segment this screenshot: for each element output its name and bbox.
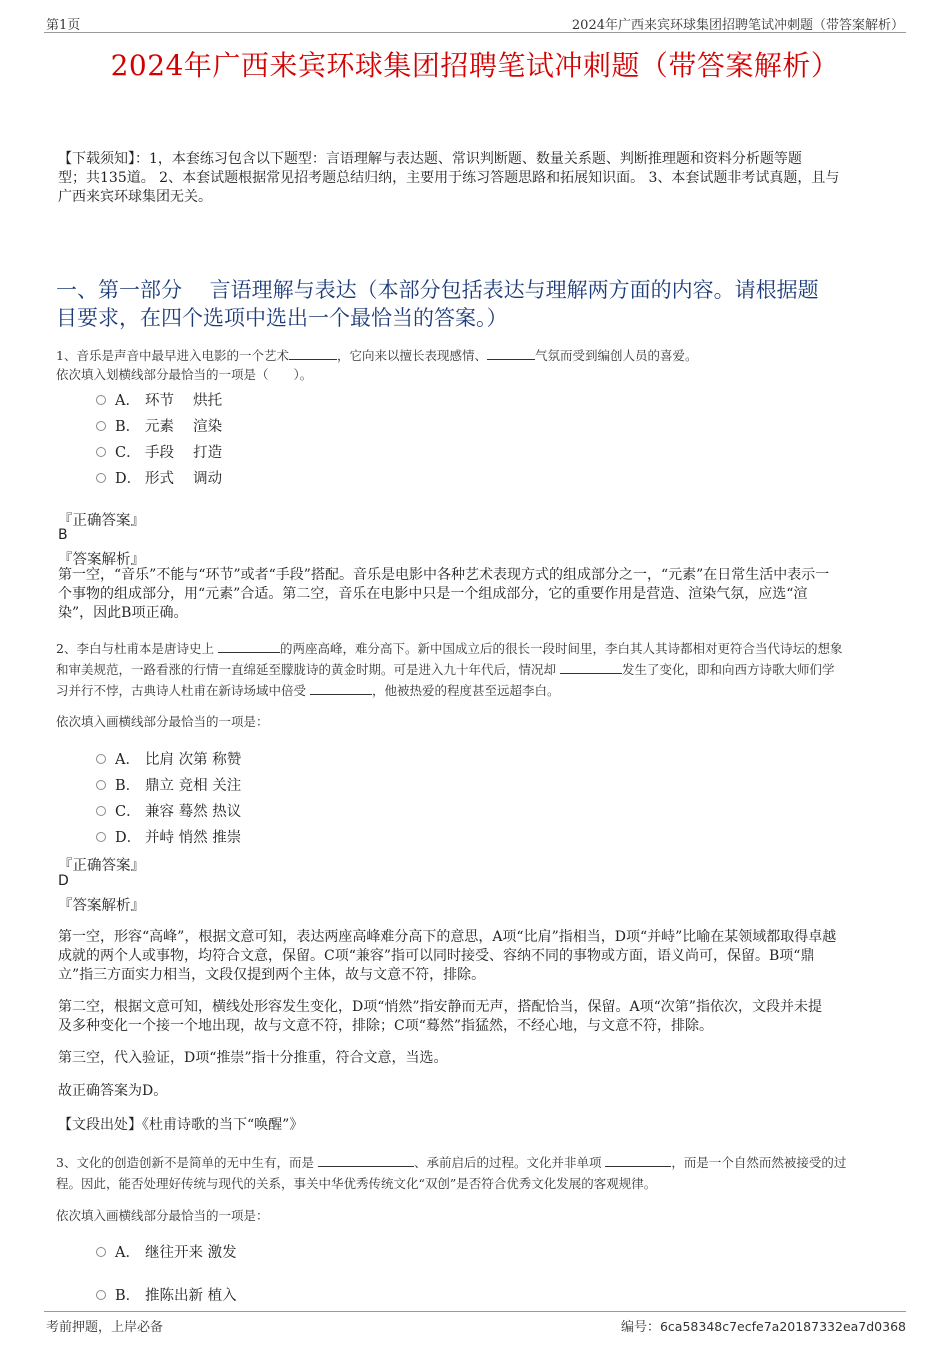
notice-line: 型；共135道。 2、本套试题根据常见招考题总结归纳，主要用于练习答题思路和拓展知识面。 3、本套试题非考试真题，且与 (58, 170, 840, 186)
q2-analysis-para2: 第二空，根据文意可知，横线处形容发生变化，D项“悄然”指安静而无声，搭配恰当，保留。A项“次第”指依次，文段并未提 及多种变化一个接一个地出现，故与文意不符，排除；C项“蓦然”指猛然，不经心地，与文意不符，排除。 (58, 999, 822, 1034)
question-3-prompt: 依次填入画横线部分最恰当的一项是： (56, 1208, 269, 1223)
footer-slogan: 考前押题，上岸必备 (46, 1320, 164, 1335)
radio-icon[interactable] (96, 395, 106, 405)
q2-analysis-para4: 故正确答案为D。 (58, 1083, 168, 1099)
question-1-stem (56, 346, 906, 384)
section-heading (56, 276, 916, 332)
page-number: 第1页 (46, 18, 81, 33)
radio-icon[interactable] (96, 780, 106, 790)
q1-analysis-label: 『答案解析』 (58, 552, 145, 568)
footer-code: 编号：6ca58348c7ecfe7a20187332ea7d0368 (620, 1319, 906, 1335)
question-2-stem: 2、李白与杜甫本是唐诗史上 的两座高峰，难分高下。新中国成立后的很长一段时间里，李白其人其诗都相对更符合当代诗坛的想象 和审美规范，一路看涨的行情一直绵延至朦胧诗的黄金时期。可是进入九十年代后，情况却 发生了变化，即和向西方诗歌大师们学 习并行不悖，古典诗人杜甫在新诗场域中倍受 ，他被热爱的程度甚至远超李白。 (56, 641, 843, 698)
question-1-text: 1、音乐是声音中最早进入电影的一个艺术 ，它向来以擅长表现感情、 气氛而受到编创人员的喜爱。 (56, 348, 698, 363)
radio-icon[interactable] (96, 1290, 106, 1300)
q1-answer: B (58, 527, 68, 543)
section-heading-line: 目要求，在四个选项中选出一个最恰当的答案。） (56, 306, 508, 330)
notice-line: 广西来宾环球集团无关。 (58, 189, 212, 205)
q1-option-b[interactable]: B． 元素 渲染 (96, 415, 222, 436)
blank (605, 1154, 671, 1167)
notice-line: 【下载须知】：1，本套练习包含以下题型：言语理解与表达题、常识判断题、数量关系题、判断推理题和资料分析题等题 (58, 151, 802, 167)
radio-icon[interactable] (96, 806, 106, 816)
q2-option-d[interactable]: D． 并峙 悄然 推崇 (96, 826, 241, 847)
section-heading-line: 一、第一部分 言语理解与表达（本部分包括表达与理解两方面的内容。请根据题 (56, 278, 819, 302)
header-doc-title: 2024年广西来宾环球集团招聘笔试冲刺题（带答案解析） (571, 18, 904, 33)
q2-option-a[interactable]: A． 比肩 次第 称赞 (96, 748, 241, 769)
q3-option-a[interactable]: A． 继往开来 激发 (96, 1241, 237, 1262)
q1-option-d[interactable]: D． 形式 调动 (96, 467, 222, 488)
radio-icon[interactable] (96, 421, 106, 431)
radio-icon[interactable] (96, 1247, 106, 1257)
blank (289, 347, 337, 360)
q1-answer-label: 『正确答案』 (58, 513, 145, 529)
blank (218, 640, 280, 653)
q2-source: 【文段出处】《杜甫诗歌的当下“唤醒”》 (58, 1117, 304, 1133)
radio-icon[interactable] (96, 473, 106, 483)
footer-divider (44, 1311, 906, 1312)
radio-icon[interactable] (96, 832, 106, 842)
question-2-prompt: 依次填入画横线部分最恰当的一项是： (56, 714, 269, 729)
q2-answer-label: 『正确答案』 (58, 858, 145, 874)
q1-option-c[interactable]: C． 手段 打造 (96, 441, 222, 462)
q2-analysis-para1: 第一空，形容“高峰”，根据文意可知，表达两座高峰难分高下的意思，A项“比肩”指相当，D项“并峙”比喻在某领域都取得卓越 成就的两个人或事物，均符合文意，保留。C项“兼容”指可以同时接受、容纳不同的事物或方面，语义尚可，保留。B项“鼎 立”指三方面实力相当，文段仅提到两个主体，故与文意不符，排除。 (58, 929, 837, 983)
header-divider (44, 32, 906, 33)
q1-analysis: 第一空，“音乐”不能与“环节”或者“手段”搭配。音乐是电影中各种艺术表现方式的组成部分之一，“元素”在日常生活中表示一 个事物的组成部分，用“元素”合适。第二空，音乐在电影中只是一个组成部分，它的重要作用是营造、渲染气氛，应选“渲 染”，因此B项正确。 (58, 567, 830, 621)
radio-icon[interactable] (96, 754, 106, 764)
question-3-stem: 3、文化的创造创新不是简单的无中生有，而是 、承前启后的过程。文化并非单项 ，而是一个自然而然被接受的过 程。因此，能否处理好传统与现代的关系，事关中华优秀传统文化“双创”是否符合优秀文化发展的客观规律。 (56, 1155, 847, 1191)
blank (560, 661, 622, 674)
q3-option-b[interactable]: B． 推陈出新 植入 (96, 1284, 237, 1305)
q2-analysis-para3: 第三空，代入验证，D项“推崇”指十分推重，符合文意，当选。 (58, 1050, 448, 1066)
blank (487, 347, 535, 360)
blank (318, 1154, 414, 1167)
q2-analysis-label: 『答案解析』 (58, 898, 145, 914)
q1-option-a[interactable]: A． 环节 烘托 (96, 389, 222, 410)
q2-option-b[interactable]: B． 鼎立 竞相 关注 (96, 774, 241, 795)
page-title: 2024年广西来宾环球集团招聘笔试冲刺题（带答案解析） (110, 49, 840, 82)
q2-answer: D (58, 873, 69, 889)
radio-icon[interactable] (96, 447, 106, 457)
blank (310, 682, 372, 695)
download-notice (58, 150, 898, 207)
question-1-prompt: 依次填入划横线部分最恰当的一项是（ ）。 (56, 367, 313, 382)
q2-option-c[interactable]: C． 兼容 蓦然 热议 (96, 800, 241, 821)
